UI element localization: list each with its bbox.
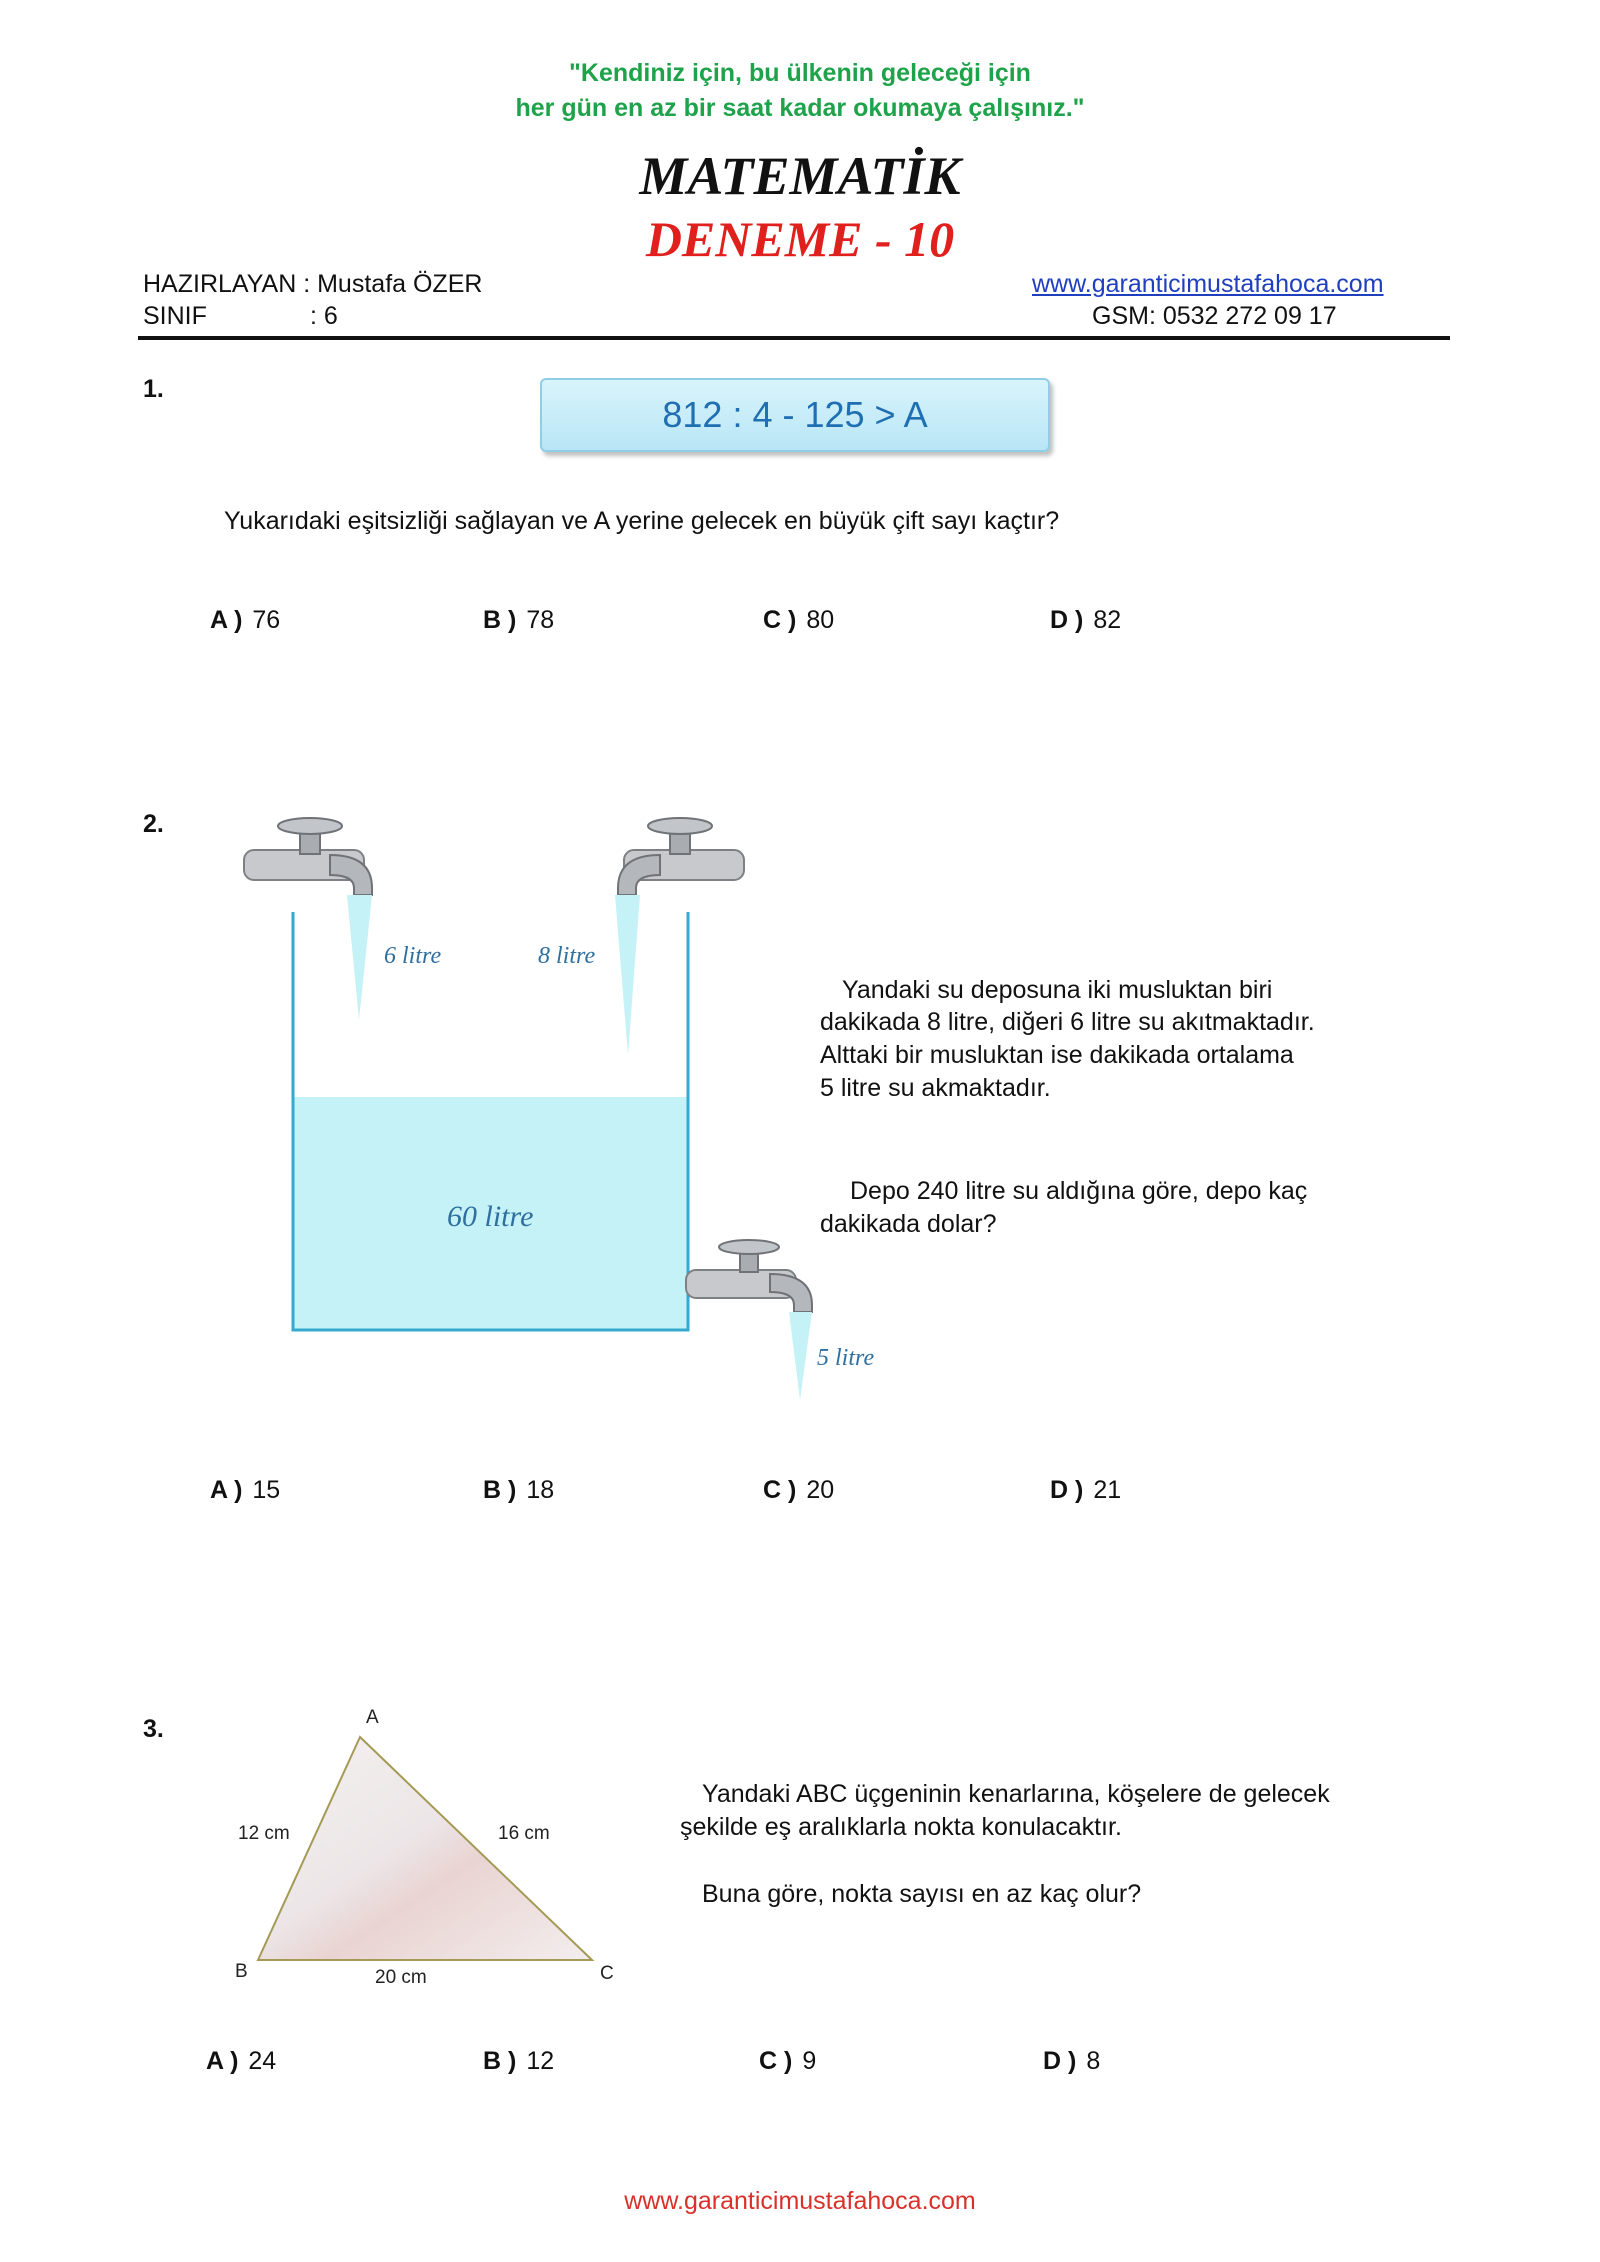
q3-option-d[interactable] [1043,2047,1100,2076]
bottom-tap-rate-label: 5 litre [817,1345,875,1371]
question-2-text-line-3: Alttaki bir musluktan ise dakikada ortalama [820,1041,1294,1069]
class-label: SINIF [143,302,207,330]
question-2-text-line-1: Yandaki su deposuna iki musluktan biri [842,976,1273,1004]
bottom-water-stream [789,1312,812,1400]
option-letter: C ) [763,1476,797,1504]
question-1-formula: 812 : 4 - 125 > A [662,394,928,435]
option-letter: B ) [483,2047,517,2075]
left-water-stream [347,895,372,1020]
right-water-stream [615,895,640,1055]
option-letter: D ) [1050,606,1084,634]
option-value: 20 [806,1476,835,1504]
vertex-b-label: B [235,1961,248,1982]
faucet-bottom-icon [686,1240,812,1312]
tank-volume-label: 60 litre [447,1200,534,1233]
option-value: 9 [802,2047,817,2075]
option-letter: A ) [210,1476,243,1504]
vertex-c-label: C [600,1963,614,1984]
q2-option-a[interactable] [210,1476,280,1505]
option-value: 18 [526,1476,555,1504]
option-letter: A ) [210,606,243,634]
faucet-left-icon [244,818,372,895]
option-value: 21 [1093,1476,1122,1504]
option-value: 78 [526,606,555,634]
question-2-number: 2. [143,810,164,838]
q2-option-d[interactable] [1050,1476,1121,1505]
option-value: 15 [252,1476,281,1504]
question-1-number: 1. [143,375,164,403]
option-letter: A ) [206,2047,239,2075]
q3-option-c[interactable] [759,2047,816,2076]
option-value: 80 [806,606,835,634]
question-3-number: 3. [143,1715,164,1743]
question-1-text: Yukarıdaki eşitsizliği sağlayan ve A yerine gelecek en büyük çift sayı kaçtır? [224,507,1060,535]
question-2-text-line-2: dakikada 8 litre, diğeri 6 litre su akıtmaktadır. [820,1008,1315,1036]
website-link[interactable]: www.garanticimustafahoca.com [1032,270,1384,298]
page-subtitle: DENEME - 10 [645,211,955,267]
triangle-abc [258,1737,592,1960]
motto-line-2: her gün en az bir saat kadar okumaya çalışınız." [515,94,1085,122]
question-2-text-line-5: Depo 240 litre su aldığına göre, depo kaç [850,1177,1308,1205]
option-letter: D ) [1050,1476,1084,1504]
question-3-text-line-2: şekilde eş aralıklarla nokta konulacaktır. [680,1813,1122,1841]
question-2-text-line-4: 5 litre su akmaktadır. [820,1074,1051,1102]
vertex-a-label: A [366,1707,379,1728]
option-value: 12 [526,2047,555,2075]
side-ac-label: 16 cm [498,1823,550,1844]
option-letter: B ) [483,1476,517,1504]
faucet-right-icon [618,818,744,895]
option-letter: B ) [483,606,517,634]
option-letter: D ) [1043,2047,1077,2075]
option-value: 76 [252,606,281,634]
question-3-text-line-1: Yandaki ABC üçgeninin kenarlarına, köşelere de gelecek [702,1780,1330,1808]
q3-option-b[interactable] [483,2047,554,2076]
q3-option-a[interactable] [206,2047,276,2076]
left-tap-rate-label: 6 litre [384,943,442,969]
question-3-text-line-3: Buna göre, nokta sayısı en az kaç olur? [702,1880,1142,1908]
footer-website[interactable]: www.garanticimustafahoca.com [624,2187,976,2215]
motto-line-1: "Kendiniz için, bu ülkenin geleceği için [569,59,1031,87]
gsm-number: GSM: 0532 272 09 17 [1092,302,1337,330]
option-value: 82 [1093,606,1122,634]
side-bc-label: 20 cm [375,1967,427,1988]
question-2-text-line-6: dakikada dolar? [820,1210,997,1238]
class-value: : 6 [310,302,338,330]
page-title: MATEMATİK [639,146,961,206]
option-letter: C ) [763,606,797,634]
side-ab-label: 12 cm [238,1823,290,1844]
prepared-by: HAZIRLAYAN : Mustafa ÖZER [143,270,483,298]
option-letter: C ) [759,2047,793,2075]
option-value: 8 [1086,2047,1101,2075]
q2-option-c[interactable] [763,1476,834,1505]
option-value: 24 [248,2047,277,2075]
q2-option-b[interactable] [483,1476,554,1505]
right-tap-rate-label: 8 litre [538,943,596,969]
